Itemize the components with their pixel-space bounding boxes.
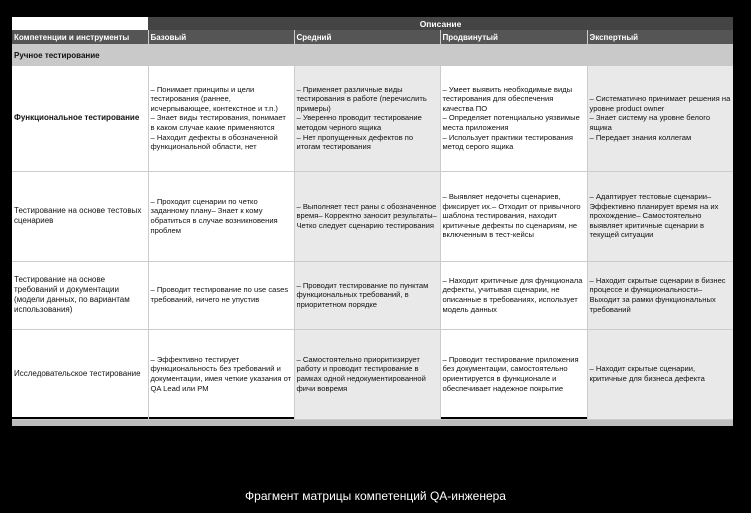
level-cell: – Систематично принимает решения на уровне product owner – Знает систему на уровне белого ящика – Передает знания коллегам xyxy=(587,66,733,171)
level-cell: – Применяет различные виды тестирования в работе (перечислить примеры) – Уверенно проводит тестирование методом черного ящика – Нет пропущенных дефектов по итогам тестирования xyxy=(294,66,440,171)
competency-name: Функциональное тестирование xyxy=(12,66,148,171)
section-row xyxy=(12,44,733,66)
table-row xyxy=(12,329,733,419)
table-row xyxy=(12,66,733,171)
level-expert-header: Экспертный xyxy=(587,30,733,44)
level-advanced-header: Продвинутый xyxy=(440,30,587,44)
level-middle-header: Средний xyxy=(294,30,440,44)
level-cell: – Находит скрытые сценарии, критичные для бизнеса дефекта xyxy=(587,329,733,419)
level-cell: – Понимает принципы и цели тестирования (раннее, исчерпывающее, контекстное и т.п.) – Знает виды тестирования, понимает в каком случае какие применяются – Находит дефекты в обозначенной функциональной области, нет xyxy=(148,66,294,171)
level-cell: – Проводит тестирование приложения без документации, самостоятельно ориентируется в функционале и обеспечивает надежное покрытие xyxy=(440,329,587,419)
competency-name: Исследовательское тестирование xyxy=(12,329,148,419)
level-cell: – Проводит тестирование по пунктам функциональных требований, в приоритетном порядке xyxy=(294,261,440,329)
table-row xyxy=(12,171,733,261)
level-cell: – Выполняет тест раны с обозначенное время– Корректно заносит результаты– Четко следует сценарию тестирования xyxy=(294,171,440,261)
level-cell: – Эффективно тестирует функциональность без требований и документации, имея четкие указания от QA Lead или PM xyxy=(148,329,294,419)
header-columns-row xyxy=(12,30,733,44)
level-cell: – Выявляет недочеты сценариев, фиксирует их.– Отходит от привычного шаблона тестирования, находит критичные дефекты по сценариям, не включенным в тест-кейсы xyxy=(440,171,587,261)
header-description-row xyxy=(12,17,733,30)
level-cell: – Самостоятельно приоритизирует работу и проводит тестирование в рамках одной недокументированной фичи вовремя xyxy=(294,329,440,419)
competency-name: Тестирование на основе требований и документации (модели данных, по вариантам использования) xyxy=(12,261,148,329)
level-basic-header: Базовый xyxy=(148,30,294,44)
level-cell: – Проходит сценарии по четко заданному плану– Знает к кому обратиться в случае возникновения проблем xyxy=(148,171,294,261)
figure-caption: Фрагмент матрицы компетенций QA-инженера xyxy=(245,489,506,503)
level-cell: – Адаптирует тестовые сценарии– Эффективно планирует время на их прохождение– Самостоятельно выявляет критичные сценарии в текущей ситуации xyxy=(587,171,733,261)
competency-name: Тестирование на основе тестовых сценариев xyxy=(12,171,148,261)
competency-column-header: Компетенции и инструменты xyxy=(12,30,148,44)
level-cell: – Умеет выявить необходимые виды тестирования для обеспечения качества ПО – Определяет потенциально уязвимые места приложения – Использует практики тестирования метод серого ящика xyxy=(440,66,587,171)
table-row xyxy=(12,261,733,329)
competency-matrix xyxy=(12,17,733,417)
level-cell: – Находит критичные для функционала дефекты, учитывая сценарии, не описанные в требованиях, использует модель данных xyxy=(440,261,587,329)
section-title: Ручное тестирование xyxy=(12,44,733,66)
table-bottom-bar xyxy=(12,420,733,426)
description-header: Описание xyxy=(148,17,733,30)
level-cell: – Находит скрытые сценарии в бизнес процессе и функциональности– Выходит за рамки функциональных требований xyxy=(587,261,733,329)
level-cell: – Проводит тестирование по use cases требований, ничего не упустив xyxy=(148,261,294,329)
matrix-table xyxy=(12,17,733,420)
